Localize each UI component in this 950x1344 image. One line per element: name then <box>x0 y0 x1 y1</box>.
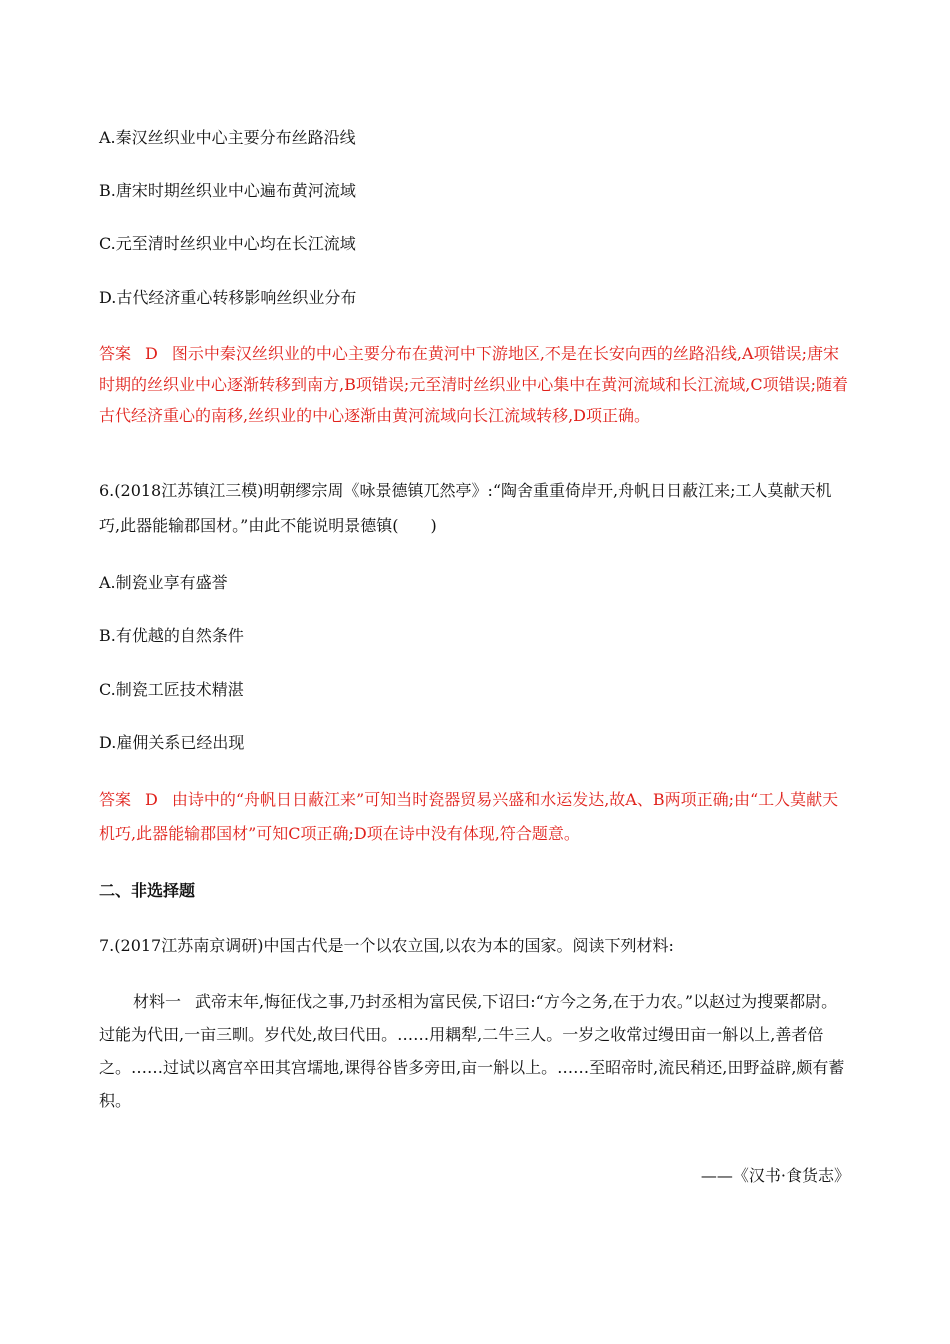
q6-option-c: C.制瓷工匠技术精湛 <box>99 680 244 699</box>
q6-option-a: A.制瓷业享有盛誉 <box>99 573 228 592</box>
q5-answer-choice: D <box>145 344 158 363</box>
q5-option-b: B.唐宋时期丝织业中心遍布黄河流域 <box>99 181 356 200</box>
q6-answer-choice: D <box>145 790 158 809</box>
q6-answer-label: 答案 <box>99 790 132 809</box>
q7-material <box>99 985 851 1117</box>
section-title: 二、非选择题 <box>99 881 196 900</box>
q5-option-a: A.秦汉丝织业中心主要分布丝路沿线 <box>99 128 356 147</box>
q5-answer <box>99 338 851 431</box>
q6-option-b: B.有优越的自然条件 <box>99 626 244 645</box>
q7-stem: 7.(2017江苏南京调研)中国古代是一个以农立国,以农为本的国家。阅读下列材料: <box>99 936 674 955</box>
q7-source: ——《汉书·食货志》 <box>700 1166 850 1185</box>
q6-answer-explanation: 由诗中的“舟帆日日蔽江来”可知当时瓷器贸易兴盛和水运发达,故A、B两项正确;由“工人莫献天机巧,此器能输郡国材”可知C项正确;D项在诗中没有体现,符合题意。 <box>99 790 839 843</box>
q6-answer <box>99 783 851 851</box>
q7-material-label: 材料一 <box>133 992 182 1011</box>
q7-material-text: 武帝末年,悔征伐之事,乃封丞相为富民侯,下诏曰:“方今之务,在于力农。”以赵过为搜粟都尉。过能为代田,一亩三甽。岁代处,故曰代田。……用耦犁,二牛三人。一岁之收常过缦田亩一斛以上,善者倍之。……过试以离宫卒田其宫壖地,课得谷皆多旁田,亩一斛以上。……至昭帝时,流民稍还,田野益辟,颇有蓄积。 <box>99 992 845 1110</box>
q6-stem: 6.(2018江苏镇江三模)明朝缪宗周《咏景德镇兀然亭》:“陶舍重重倚岸开,舟帆日日蔽江来;工人莫献天机巧,此器能输郡国材。”由此不能说明景德镇( ) <box>99 481 832 535</box>
q6-option-d: D.雇佣关系已经出现 <box>99 733 245 752</box>
q5-option-c: C.元至清时丝织业中心均在长江流域 <box>99 234 356 253</box>
q5-answer-explanation: 图示中秦汉丝织业的中心主要分布在黄河中下游地区,不是在长安向西的丝路沿线,A项错误;唐宋时期的丝织业中心逐渐转移到南方,B项错误;元至清时丝织业中心集中在黄河流域和长江流域,C项错误;随着古代经济重心的南移,丝织业的中心逐渐由黄河流域向长江流域转移,D项正确。 <box>99 344 848 425</box>
q5-option-d: D.古代经济重心转移影响丝织业分布 <box>99 288 357 307</box>
q5-answer-label: 答案 <box>99 344 132 363</box>
